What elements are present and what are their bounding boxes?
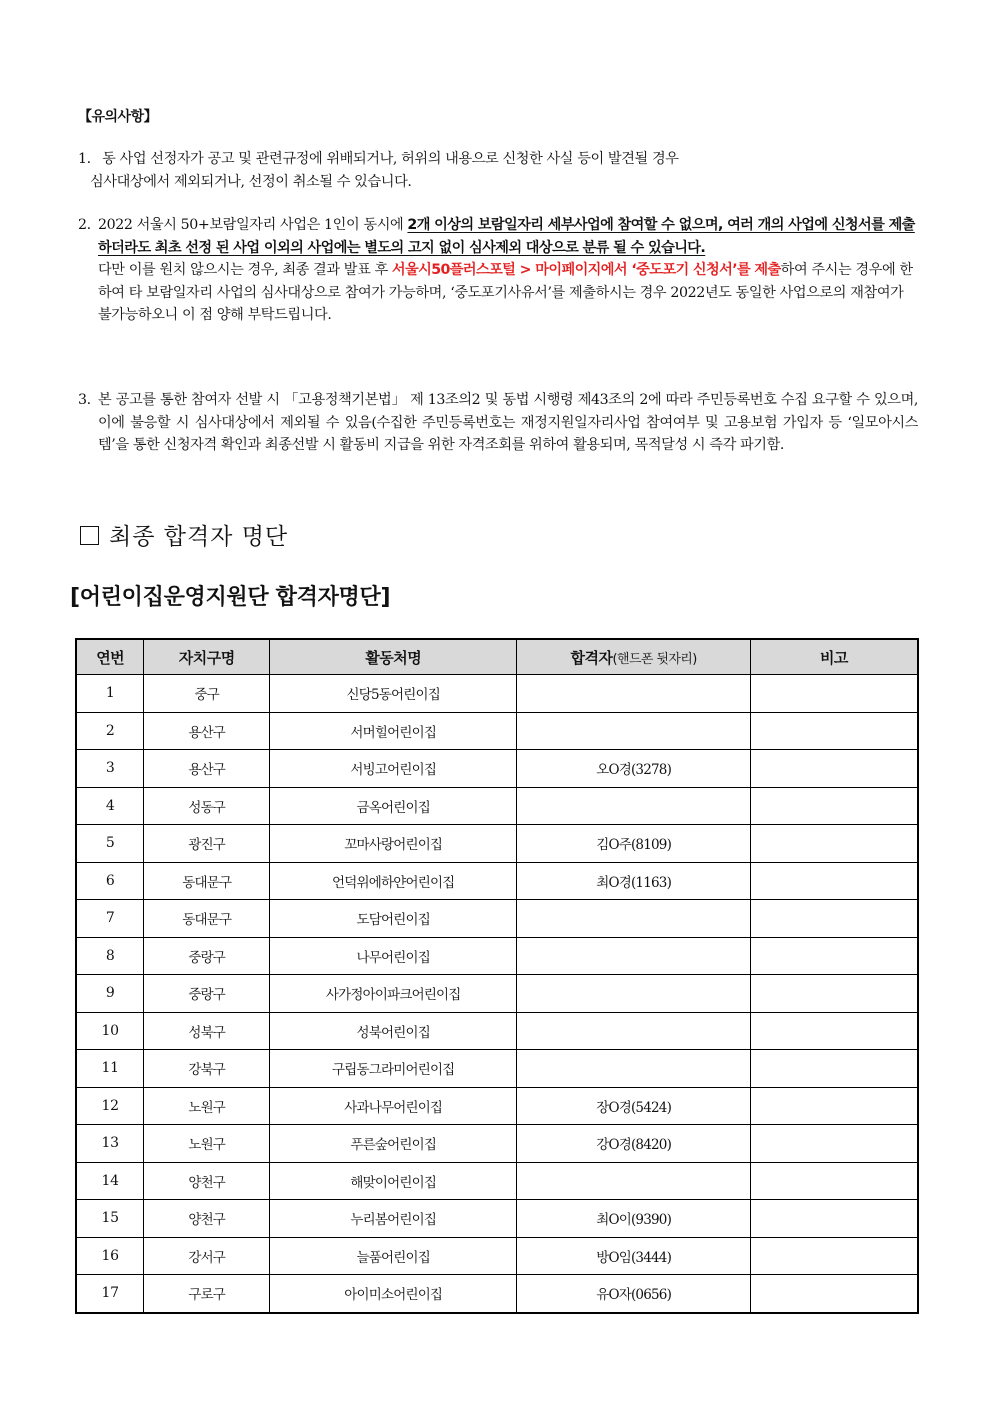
cell-passer: 강O경(8420) <box>517 1125 750 1163</box>
cell-passer <box>517 787 750 825</box>
header-district: 자치구명 <box>144 639 270 675</box>
cell-site: 푸른숲어린이집 <box>270 1125 517 1163</box>
cell-site: 아이미소어린이집 <box>270 1275 517 1313</box>
cell-no: 17 <box>76 1275 144 1313</box>
cell-note <box>750 675 918 713</box>
cell-passer <box>517 975 750 1013</box>
cell-no: 3 <box>76 750 144 788</box>
cell-district: 양천구 <box>144 1162 270 1200</box>
cell-passer: 장O경(5424) <box>517 1087 750 1125</box>
cell-no: 6 <box>76 862 144 900</box>
cell-district: 강서구 <box>144 1237 270 1275</box>
cell-passer <box>517 1012 750 1050</box>
cell-passer: 김O주(8109) <box>517 825 750 863</box>
cell-passer <box>517 675 750 713</box>
cell-no: 5 <box>76 825 144 863</box>
cell-district: 양천구 <box>144 1200 270 1238</box>
cell-note <box>750 975 918 1013</box>
cell-passer <box>517 1050 750 1088</box>
table-row <box>76 1125 918 1163</box>
cell-site: 언덕위에하얀어린이집 <box>270 862 517 900</box>
item-number: 3. <box>78 392 91 408</box>
cell-site: 서빙고어린이집 <box>270 750 517 788</box>
cell-site: 신당5동어린이집 <box>270 675 517 713</box>
cell-district: 노원구 <box>144 1125 270 1163</box>
cell-no: 4 <box>76 787 144 825</box>
cell-note <box>750 1237 918 1275</box>
item-2-intro: 2022 서울시 50+보람일자리 사업은 1인이 동시에 <box>98 217 408 233</box>
cell-passer: 최O경(1163) <box>517 862 750 900</box>
cell-district: 성동구 <box>144 787 270 825</box>
cell-site: 도담어린이집 <box>270 900 517 938</box>
header-passer-sub: (핸드폰 뒷자리) <box>612 651 697 667</box>
item-2-emphasis: 2개 이상의 보람일자리 세부사업에 참여할 수 없으며, 여러 개의 사업에 신청서를 제출하더라도 최초 선정 된 사업 이외의 사업에는 별도의 고지 없이 심사제외 대상으로 분류 될 수 있습니다. <box>98 217 915 256</box>
cell-site: 서머힐어린이집 <box>270 712 517 750</box>
cell-site: 해맞이어린이집 <box>270 1162 517 1200</box>
table-row <box>76 1275 918 1313</box>
cell-no: 9 <box>76 975 144 1013</box>
table-row <box>76 862 918 900</box>
cell-district: 중구 <box>144 675 270 713</box>
cell-note <box>750 900 918 938</box>
cell-site: 나무어린이집 <box>270 937 517 975</box>
cell-site: 사과나무어린이집 <box>270 1087 517 1125</box>
table-row <box>76 675 918 713</box>
table-row <box>76 1087 918 1125</box>
cell-no: 13 <box>76 1125 144 1163</box>
header-passer <box>517 639 750 675</box>
cell-passer <box>517 1162 750 1200</box>
cell-note <box>750 1087 918 1125</box>
table-row <box>76 1012 918 1050</box>
cell-no: 10 <box>76 1012 144 1050</box>
cell-no: 11 <box>76 1050 144 1088</box>
table-row <box>76 1050 918 1088</box>
header-no: 연번 <box>76 639 144 675</box>
cell-passer: 최O이(9390) <box>517 1200 750 1238</box>
cell-note <box>750 712 918 750</box>
table-row <box>76 712 918 750</box>
table-row <box>76 750 918 788</box>
cell-district: 동대문구 <box>144 862 270 900</box>
cell-note <box>750 787 918 825</box>
cell-note <box>750 1012 918 1050</box>
cell-no: 2 <box>76 712 144 750</box>
table-row <box>76 825 918 863</box>
cell-site: 누리봄어린이집 <box>270 1200 517 1238</box>
cell-passer <box>517 937 750 975</box>
notice-item-1 <box>78 148 918 193</box>
cell-no: 16 <box>76 1237 144 1275</box>
cell-site: 사가정아이파크어린이집 <box>270 975 517 1013</box>
table-title: [어린이집운영지원단 합격자명단] <box>70 585 391 610</box>
cell-site: 늘품어린이집 <box>270 1237 517 1275</box>
section-title <box>80 518 288 551</box>
cell-note <box>750 750 918 788</box>
item-number: 1. <box>78 151 91 167</box>
table-row <box>76 900 918 938</box>
cell-district: 중랑구 <box>144 975 270 1013</box>
table-row <box>76 1162 918 1200</box>
cell-site: 꼬마사랑어린이집 <box>270 825 517 863</box>
item-2-text-before-red: 다만 이를 원치 않으시는 경우, 최종 결과 발표 후 <box>98 262 392 278</box>
cell-site: 성북어린이집 <box>270 1012 517 1050</box>
header-passer-label: 합격자 <box>570 648 613 667</box>
cell-passer <box>517 900 750 938</box>
table-row <box>76 937 918 975</box>
item-3-text: 본 공고를 통한 참여자 선발 시 「고용정책기본법」 제 13조의2 및 동법 시행령 제43조의 2에 따라 주민등록번호 수집 요구할 수 있으며, 이에 불응할 시 심사대상에서 제외될 수 있음(수집한 주민등록번호는 재정지원일자리사업 참여여부 및 고용보험 가입자 등 ‘일모아시스템’을 통한 신청자격 확인과 최종선발 시 활동비 지급을 위한 자격조회를 위하여 활용되며, 목적달성 시 즉각 파기함. <box>98 392 918 453</box>
cell-district: 광진구 <box>144 825 270 863</box>
cell-note <box>750 937 918 975</box>
table-header-row <box>76 639 918 675</box>
cell-note <box>750 1050 918 1088</box>
cell-district: 중랑구 <box>144 937 270 975</box>
item-number: 2. <box>78 217 91 233</box>
checkbox-square-icon <box>80 526 99 545</box>
header-site: 활동처명 <box>270 639 517 675</box>
item-2-text-after-red: 하여 주시는 경우에 한하여 타 보람일자리 사업의 심사대상으로 참여가 가능하며, ‘중도포기사유서’를 제출하시는 경우 2022년도 동일한 사업으로의 재참여가 불가능하오니 이 점 양해 부탁드립니다. <box>98 262 913 323</box>
cell-district: 용산구 <box>144 712 270 750</box>
cell-passer <box>517 712 750 750</box>
cell-site: 금옥어린이집 <box>270 787 517 825</box>
cell-note <box>750 1200 918 1238</box>
notice-heading: 【유의사항】 <box>78 109 158 125</box>
cell-district: 용산구 <box>144 750 270 788</box>
cell-site: 구립동그라미어린이집 <box>270 1050 517 1088</box>
table-row <box>76 1200 918 1238</box>
cell-no: 12 <box>76 1087 144 1125</box>
cell-passer: 방O임(3444) <box>517 1237 750 1275</box>
item-1-line-1: 동 사업 선정자가 공고 및 관련규정에 위배되거나, 허위의 내용으로 신청한 사실 등이 발견될 경우 <box>102 151 679 167</box>
cell-no: 1 <box>76 675 144 713</box>
notice-item-3 <box>78 389 918 457</box>
cell-district: 동대문구 <box>144 900 270 938</box>
cell-note <box>750 1125 918 1163</box>
table-row <box>76 787 918 825</box>
cell-note <box>750 862 918 900</box>
cell-passer: 오O경(3278) <box>517 750 750 788</box>
header-note: 비고 <box>750 639 918 675</box>
cell-district: 성북구 <box>144 1012 270 1050</box>
cell-no: 8 <box>76 937 144 975</box>
cell-district: 노원구 <box>144 1087 270 1125</box>
table-row <box>76 1237 918 1275</box>
item-2-red-highlight: 서울시50플러스포털 > 마이페이지에서 ‘중도포기 신청서’를 제출 <box>391 262 781 278</box>
cell-district: 구로구 <box>144 1275 270 1313</box>
cell-no: 15 <box>76 1200 144 1238</box>
cell-note <box>750 825 918 863</box>
cell-district: 강북구 <box>144 1050 270 1088</box>
cell-note <box>750 1275 918 1313</box>
cell-passer: 유O자(0656) <box>517 1275 750 1313</box>
notice-item-2 <box>78 214 918 327</box>
cell-no: 14 <box>76 1162 144 1200</box>
cell-note <box>750 1162 918 1200</box>
passers-table <box>75 638 919 1314</box>
cell-no: 7 <box>76 900 144 938</box>
item-1-line-2: 심사대상에서 제외되거나, 선정이 취소될 수 있습니다. <box>90 173 412 190</box>
section-title-text: 최종 합격자 명단 <box>109 524 289 550</box>
table-row <box>76 975 918 1013</box>
